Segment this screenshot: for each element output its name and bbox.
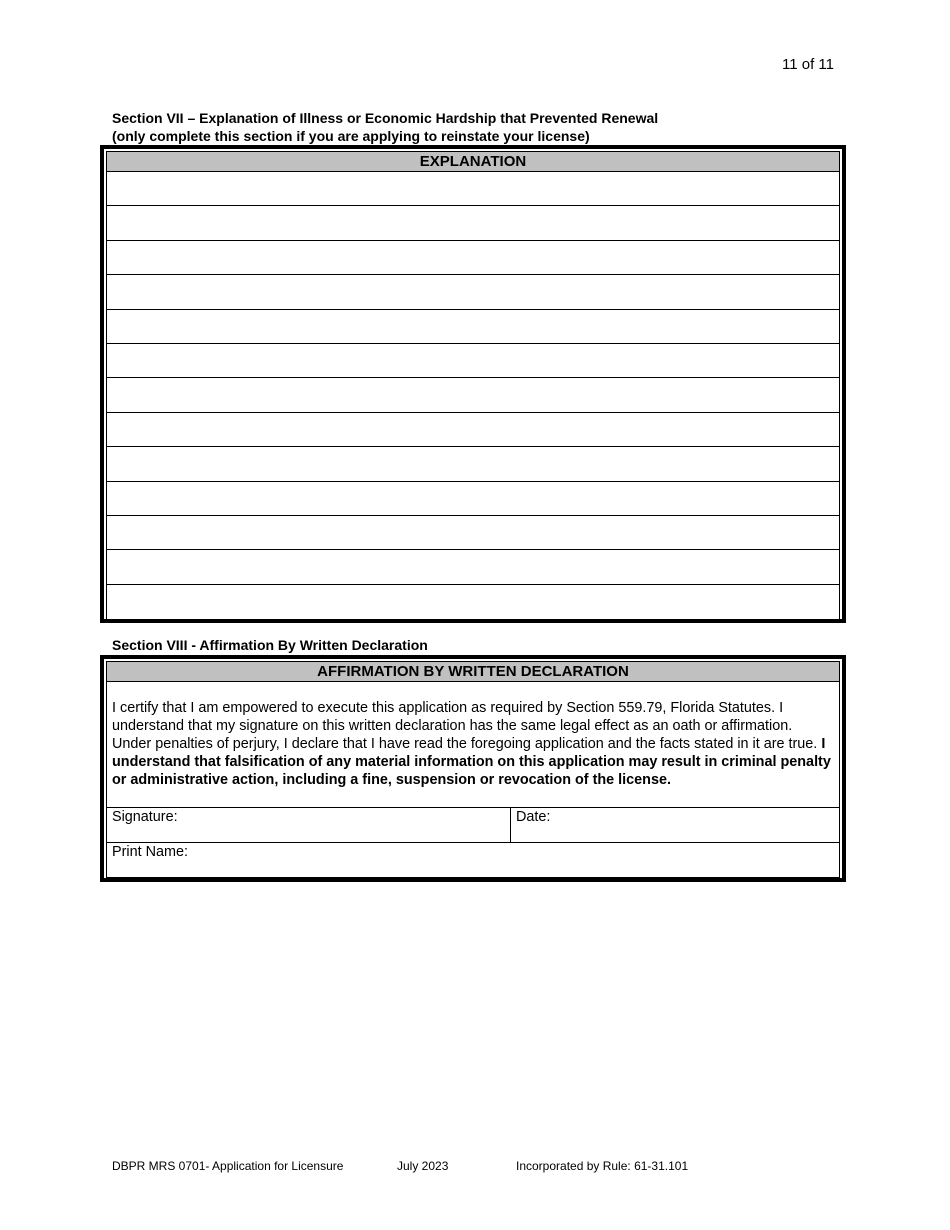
- explanation-row[interactable]: [107, 516, 839, 550]
- date-field[interactable]: [511, 808, 555, 842]
- date-label: Date:: [516, 809, 551, 825]
- explanation-rows: [107, 172, 839, 619]
- footer-date: July 2023: [397, 1159, 449, 1173]
- signature-row: [107, 808, 839, 843]
- explanation-row[interactable]: [107, 585, 839, 619]
- footer-form: DBPR MRS 0701- Application for Licensure: [112, 1159, 344, 1173]
- print-name-label: Print Name:: [112, 844, 188, 860]
- affirmation-text-regular: I certify that I am empowered to execute this application as required by Section 559.79, Florida Statutes. I understand that my signature on this written declaration has the same legal effect as an oath or affirmation. Under penalties of perjury, I declare that I have read the foregoing application and the facts stated in it are true.: [112, 700, 822, 752]
- explanation-row[interactable]: [107, 206, 839, 240]
- explanation-row[interactable]: [107, 447, 839, 481]
- affirmation-text: [107, 682, 839, 808]
- explanation-row[interactable]: [107, 172, 839, 206]
- explanation-row[interactable]: [107, 310, 839, 344]
- explanation-table: [100, 145, 846, 623]
- explanation-row[interactable]: [107, 275, 839, 309]
- explanation-row[interactable]: [107, 378, 839, 412]
- affirmation-text-bold: I understand that falsification of any material information on this application may result in criminal penalty or administrative action, including a fine, suspension or revocation of the license.: [112, 736, 831, 788]
- page-number: 11 of 11: [782, 56, 834, 73]
- signature-label: Signature:: [112, 809, 178, 825]
- footer-rule: Incorporated by Rule: 61-31.101: [516, 1159, 689, 1173]
- explanation-row[interactable]: [107, 482, 839, 516]
- print-name-field[interactable]: [107, 843, 839, 877]
- signature-field[interactable]: [107, 808, 511, 842]
- explanation-row[interactable]: [107, 550, 839, 584]
- explanation-row[interactable]: [107, 413, 839, 447]
- explanation-row[interactable]: [107, 241, 839, 275]
- affirmation-header: AFFIRMATION BY WRITTEN DECLARATION: [107, 662, 839, 682]
- section8-title: Section VIII - Affirmation By Written Declaration: [112, 637, 428, 653]
- affirmation-table: [100, 655, 846, 882]
- section7-title-line2: (only complete this section if you are applying to reinstate your license): [112, 128, 590, 144]
- section7-title: [112, 109, 658, 145]
- explanation-header: EXPLANATION: [107, 152, 839, 172]
- explanation-row[interactable]: [107, 344, 839, 378]
- section7-title-line1: Section VII – Explanation of Illness or Economic Hardship that Prevented Renewal: [112, 110, 659, 126]
